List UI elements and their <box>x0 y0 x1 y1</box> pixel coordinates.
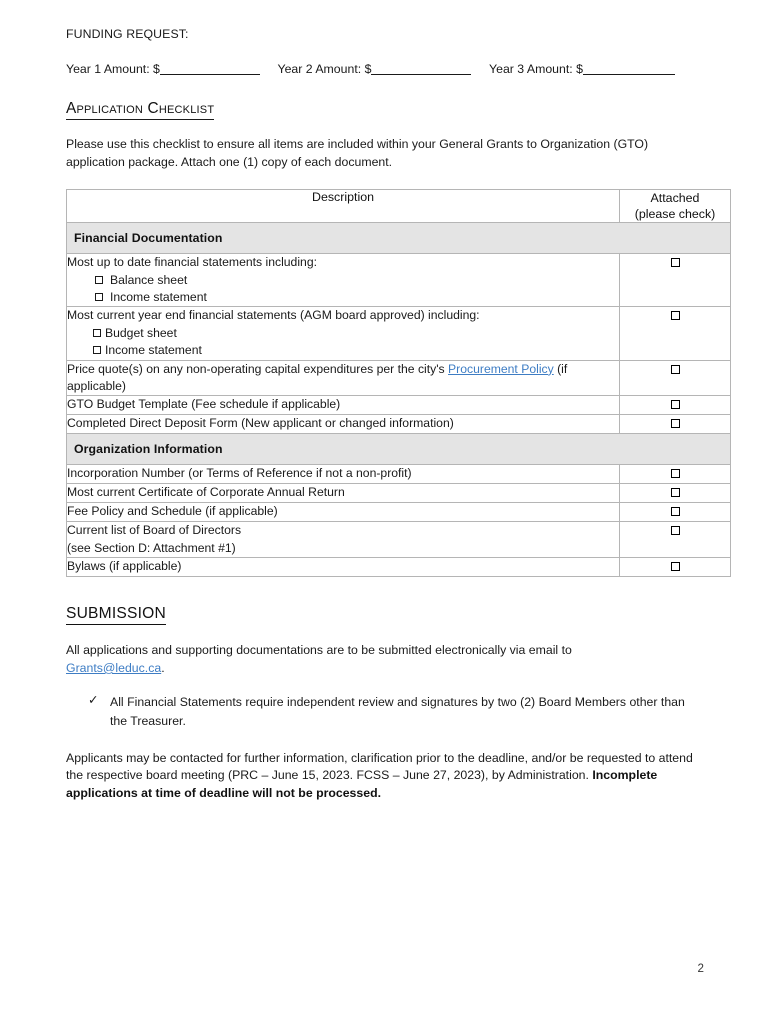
attached-cell[interactable] <box>620 415 731 434</box>
row-text-line-1: Current list of Board of Directors <box>67 523 242 538</box>
row-text-line-2: (see Section D: Attachment #1) <box>67 540 236 555</box>
attached-cell[interactable] <box>620 484 731 503</box>
attached-cell[interactable] <box>620 360 731 396</box>
year-2-amount-label: Year 2 Amount: $ <box>277 62 372 76</box>
table-row <box>67 503 731 522</box>
page-number: 2 <box>697 962 704 975</box>
submission-bullet-item <box>66 693 690 730</box>
checkbox-icon[interactable] <box>93 346 101 354</box>
table-row <box>67 396 731 415</box>
row-description-board-of-directors <box>67 522 620 558</box>
row-text-before-link: Price quote(s) on any non-operating capital expenditures per the city's <box>67 361 449 376</box>
year-1-amount-field[interactable] <box>66 62 263 76</box>
submission-intro-paragraph <box>66 642 666 677</box>
year-1-amount-blank[interactable] <box>160 74 260 75</box>
row-description-direct-deposit-form: Completed Direct Deposit Form (New applicant or changed information) <box>67 415 620 434</box>
attached-checkbox-icon[interactable] <box>671 365 680 374</box>
checklist-intro-paragraph: Please use this checklist to ensure all items are included within your General Grants to Organization (GTO) application package. Attach one (1) copy of each document. <box>66 137 649 169</box>
row-text: Most up to date financial statements including: <box>67 255 317 270</box>
application-checklist-heading: Application Checklist <box>66 100 214 120</box>
checkbox-icon[interactable] <box>93 329 101 337</box>
column-header-description: Description <box>67 190 620 223</box>
attached-cell[interactable] <box>620 254 731 307</box>
table-row <box>67 307 731 360</box>
attached-checkbox-icon[interactable] <box>671 419 680 428</box>
table-row <box>67 415 731 434</box>
row-text: Most current year end financial statements (AGM board approved) including: <box>67 308 480 323</box>
checkbox-icon[interactable] <box>95 276 103 284</box>
page-content <box>66 26 716 802</box>
closing-text-bold: Incomplete applications at time of deadline will not be processed. <box>66 768 658 800</box>
table-row <box>67 484 731 503</box>
section-title-organization-information: Organization Information <box>67 434 731 465</box>
attached-cell[interactable] <box>620 307 731 360</box>
attached-header-line-2: (please check) <box>634 207 716 222</box>
year-3-amount-blank[interactable] <box>583 74 675 75</box>
year-1-amount-label: Year 1 Amount: $ <box>66 62 160 76</box>
row-description-annual-return-certificate: Most current Certificate of Corporate Annual Return <box>67 484 620 503</box>
year-3-amount-field[interactable] <box>486 62 675 76</box>
attached-cell[interactable] <box>620 396 731 415</box>
sub-item-income-statement <box>67 289 619 306</box>
funding-request-label: FUNDING REQUEST: <box>66 27 189 41</box>
funding-amounts-row <box>66 61 706 77</box>
attached-cell[interactable] <box>620 522 731 558</box>
table-row <box>67 465 731 484</box>
attached-checkbox-icon[interactable] <box>671 469 680 478</box>
section-title-financial-documentation: Financial Documentation <box>67 223 731 254</box>
row-description-financial-statements <box>67 254 620 307</box>
table-row <box>67 522 731 558</box>
submission-bullet-text: All Financial Statements require independent review and signatures by two (2) Board Members other than the Treasurer. <box>110 695 685 729</box>
attached-checkbox-icon[interactable] <box>671 311 680 320</box>
procurement-policy-link[interactable]: Procurement Policy <box>448 361 554 376</box>
table-row <box>67 254 731 307</box>
table-row <box>67 360 731 396</box>
sub-item-label: Income statement <box>105 343 202 358</box>
table-header-row <box>67 190 731 223</box>
attached-checkbox-icon[interactable] <box>671 400 680 409</box>
sub-item-label: Income statement <box>110 290 207 304</box>
submission-intro-text: All applications and supporting documentations are to be submitted electronically via email to <box>66 643 572 658</box>
attached-checkbox-icon[interactable] <box>671 526 680 535</box>
attached-checkbox-icon[interactable] <box>671 507 680 516</box>
sub-item-balance-sheet <box>67 272 619 289</box>
section-header-row-financial <box>67 223 731 254</box>
column-header-attached <box>620 190 731 223</box>
sub-item-label: Balance sheet <box>110 272 188 287</box>
row-description-year-end-statements <box>67 307 620 360</box>
sub-item-label: Budget sheet <box>105 325 177 340</box>
row-description-price-quotes <box>67 360 620 396</box>
attached-cell[interactable] <box>620 503 731 522</box>
section-header-row-organization <box>67 434 731 465</box>
year-2-amount-blank[interactable] <box>371 74 471 75</box>
grants-email-link[interactable]: Grants@leduc.ca <box>66 660 162 675</box>
submission-heading: SUBMISSION <box>66 604 166 625</box>
checkbox-icon[interactable] <box>95 293 103 301</box>
attached-header-line-1: Attached <box>650 191 700 206</box>
attached-cell[interactable] <box>620 558 731 577</box>
attached-checkbox-icon[interactable] <box>671 488 680 497</box>
submission-intro-period: . <box>161 660 165 675</box>
attached-checkbox-icon[interactable] <box>671 258 680 267</box>
closing-text-normal: Applicants may be contacted for further information, clarification prior to the deadline, and/or be requested to attend the respective board meeting (PRC – June 15, 2023. FCSS – June 27, 2023), by Administration. <box>66 750 693 783</box>
sub-item-income-statement <box>67 342 619 359</box>
sub-item-budget-sheet <box>67 325 619 342</box>
application-checklist-table <box>66 189 731 577</box>
table-row <box>67 558 731 577</box>
attached-cell[interactable] <box>620 465 731 484</box>
row-text-after-link: (if applicable) <box>67 361 568 394</box>
row-description-incorporation-number: Incorporation Number (or Terms of Reference if not a non-profit) <box>67 465 620 484</box>
attached-checkbox-icon[interactable] <box>671 562 680 571</box>
row-description-fee-policy-schedule: Fee Policy and Schedule (if applicable) <box>67 503 620 522</box>
year-3-amount-label: Year 3 Amount: $ <box>489 62 583 76</box>
row-description-gto-budget-template: GTO Budget Template (Fee schedule if applicable) <box>67 396 620 415</box>
row-description-bylaws: Bylaws (if applicable) <box>67 558 620 577</box>
checkmark-icon: ✓ <box>88 693 99 708</box>
year-2-amount-field[interactable] <box>274 62 475 76</box>
submission-closing-paragraph <box>66 750 700 803</box>
